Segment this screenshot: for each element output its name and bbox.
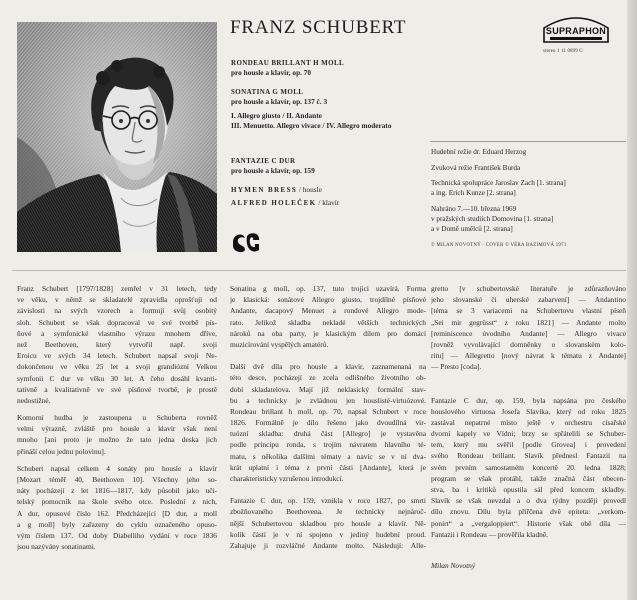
text-line: je klasická: sonátové Allegro giusto, trojdílné písňové: [230, 295, 426, 305]
text-line: Komorní hudba je zastoupena u Schuberta rovněž: [17, 413, 217, 423]
credit-line: a ing. Erich Kunze [2. strana]: [431, 189, 516, 197]
text-line: [Mozart téměř 40, Beethoven 10]. Všechny jeho so-: [17, 475, 217, 484]
text-line: Eroicu ve svých 34 letech. Schubert napsal svoji Ne-: [17, 351, 217, 361]
text-line: Slavík se však nevzdal a o dva týdny později provedl: [431, 496, 626, 506]
program-item-sonatina: [231, 87, 426, 131]
text-line: náty pocházejí z let 1816—1817, kdy působil jako uči-: [17, 486, 217, 496]
program-subtitle: pro housle a klavír, op. 159: [231, 166, 315, 175]
label-emblem: [231, 230, 261, 254]
text-line: dvorní kapely ve Vídni; brzy se spřátelili se Schuber-: [431, 429, 626, 439]
program-subtitle: pro housle a klavír, op. 70: [231, 68, 312, 77]
text-line: jsou nazývány sonatinami.: [17, 542, 96, 552]
text-line: Schubert napsal celkem 4 sonáty pro housle a klavír: [17, 463, 217, 473]
notes-column-2: [230, 283, 426, 551]
composer-portrait: [17, 22, 217, 252]
text-line: vým číslem 137. Od doby Diabelliho vydání v roce 1836: [17, 530, 217, 540]
program-title: RONDEAU BRILLANT H MOLL: [231, 59, 345, 67]
performer-instrument: housle: [302, 185, 322, 194]
section-divider: [12, 270, 626, 271]
text-line: a g moll] byly zařazeny do cyklu označeného opuso-: [17, 519, 217, 529]
text-line: A dur, opusové číslo 162. Předcházející [D dur, a moll: [17, 508, 217, 518]
label-name: SUPRAPHON: [545, 26, 607, 36]
notes-column-3: [431, 283, 626, 540]
text-line: ve věku, v němž se skladatelé zpravidla oprošťují od: [17, 295, 217, 305]
performer-violin: [231, 184, 322, 195]
notes-author: Milan Novotný: [431, 561, 476, 570]
text-line: sloh. Schubert se však dopracoval ve své tvorbě pís-: [17, 317, 217, 327]
paragraph: [230, 361, 426, 484]
text-line: tem, který mu svěřil [podle Grovea] i provedení: [431, 440, 626, 450]
program-item-rondeau: [231, 58, 426, 78]
text-line: rato. Jelikož skladba nekladé větších technických: [230, 317, 426, 327]
text-line: Andante, dacapový Menuet a rondové Allegro mode-: [230, 306, 426, 316]
text-line: dokončenou ve věku 25 let a svoji grandiózní Velkou: [17, 362, 217, 372]
credit-line: Nahráno 7.—10. března 1969: [431, 205, 517, 213]
text-line: dílo znovu. Dílu byla přiřčena dvě epiteta: „verkom-: [431, 507, 626, 517]
performer-piano: [231, 197, 339, 208]
text-line: tuózní skladba: druhá část [Allegro] je vystavěna: [230, 429, 426, 439]
text-line: nároků na oba party, je klasickým dílem pro domácí: [230, 328, 426, 338]
credit-line: Technická spolupráce Jaroslav Zach [1. strana]: [431, 179, 566, 187]
program-item-fantazie: [231, 156, 426, 176]
text-line: „Sei mir gegrüsst“ z roku 1821] — Andante molto: [431, 317, 626, 327]
text-line: nější Schubertovou skladbou pro housle a klavír. Ně-: [230, 518, 426, 528]
text-line: stva, ba i kritiků opustila sál před koncem skladby.: [431, 485, 626, 494]
text-line: této desce, pocházejí ze zcela odlišného životního ob-: [230, 373, 426, 383]
text-line: ponirt“ a „vergaloppiert“. Historie však obě díla —: [431, 518, 626, 528]
catalog-number: stereo 1 11 0899 G: [543, 49, 583, 54]
text-line: Fantazie C dur, op. 159, byla napsána pro českého: [431, 395, 626, 405]
text-line: kolik částí je v ní spojeno v jediný hudební proud.: [230, 529, 426, 539]
text-line: gretto [v schubertovské literatuře je zdůrazňováno: [431, 284, 626, 293]
text-line: [reminiscence úvodního Andante] — Allegro vivace: [431, 328, 626, 338]
text-line: velmi výrazně, zvláště pro housle a klavír však není: [17, 424, 217, 434]
text-line: přináší celou jednu polovinu].: [17, 446, 106, 456]
performer-name: ALFRED HOLEČEK: [231, 199, 317, 207]
credit-line: Zvuková režie František Burda: [431, 164, 521, 172]
text-line: ňové a symfonické vlastního výrazu mnohem dříve,: [17, 328, 217, 338]
text-line: matu, s několika dalšími tématy a navíc se v ní dva-: [230, 451, 426, 461]
credit-line: v pražských studiích Domovina [1. strana]: [431, 215, 554, 223]
composer-title: FRANZ SCHUBERT: [230, 17, 407, 38]
text-line: Fantazie C dur, op. 159, vznikla v roce 1827, po smrti: [230, 496, 426, 506]
performer-separator: /: [318, 198, 321, 207]
text-line: mnoho [ani proto je možno že tato jedna deska jich: [17, 435, 217, 445]
paragraph: [230, 495, 426, 551]
paragraph: [431, 395, 626, 540]
text-line: dobí skladatelova. Mají již neklasický formální stav-: [230, 384, 426, 394]
notes-column-1: [17, 283, 217, 552]
paragraph: [17, 412, 217, 457]
text-line: telský pomocník na škole svého otce. Poslední z nich,: [17, 497, 217, 507]
text-line: tativně a kvalitativně ve své písňové tvorbě, je prostě: [17, 384, 217, 394]
text-line: 1826. Formálně je dílo řešeno jako dvoudílná vir-: [230, 418, 426, 428]
performer-name: HYMEN BRESS: [231, 186, 298, 194]
text-line: nedostižné.: [17, 395, 51, 405]
text-line: Franz Schubert [1797/1828] zemřel v 31 letech, tedy: [17, 284, 217, 293]
text-line: zastával nepatrné místo ještě v orchestru císařské: [431, 417, 626, 427]
text-line: Fantazii i Rondeau — prověřila kladně.: [431, 529, 548, 539]
text-line: jeho slovanské či uherské zabarvení] — Andantino: [431, 295, 626, 305]
paragraph: [17, 283, 217, 406]
program-title: SONATINA G MOLL: [231, 88, 304, 96]
text-line: symfonii C dur ve věku 30 let. A čeho dosáhl kvanti-: [17, 373, 217, 383]
program-subtitle: pro housle a klavír, op. 137 č. 3: [231, 97, 328, 106]
performer-instrument: klavír: [322, 198, 340, 207]
text-line: podle principu ronda, s trojím návratem hlavního té-: [230, 440, 426, 450]
program-movements: III. Menuetto. Allegro vivace / IV. Allegro moderato: [231, 121, 392, 130]
sleeve-edge: [627, 0, 637, 600]
text-line: zbožňovaného Beethovena. Je technicky nejnároč-: [230, 507, 426, 517]
text-line: než Beethoven, který vytvořil např. svoji: [17, 339, 217, 349]
credits-divider: [430, 141, 626, 142]
text-line: Sonatina g moll, op. 137, tuto trojici uzavírá. Forma: [230, 284, 426, 293]
text-line: bu a technicky je zvládnou jen houslisté-virtuózové.: [230, 395, 426, 405]
text-line: [téma se 3 variacemi na Schubertovu vlastní píseň: [431, 306, 626, 316]
text-line: program se však protáhl, takže značná část obecen-: [431, 473, 626, 483]
paragraph: [230, 283, 426, 350]
text-line: krát uplatní i téma z první části [Andante], která je: [230, 462, 426, 472]
text-line: — Presto [coda].: [431, 362, 482, 372]
text-line: svém prvním samostatném koncertě 20. ledna 1828;: [431, 462, 626, 472]
supraphon-logo: [540, 12, 612, 48]
text-line: Zahajuje ji rozvláčné Andante molto. Následují: Alle-: [230, 540, 426, 550]
program-movements: I. Allegro giusto / II. Andante: [231, 111, 322, 120]
program-title: FANTAZIE C DUR: [231, 157, 296, 165]
paragraph: [431, 283, 626, 373]
text-line: závislosti na svých vzorech a formují svůj osobitý: [17, 306, 217, 316]
text-line: Další dvě díla pro housle a klavír, zaznamenaná na: [230, 362, 426, 372]
credit-line: Hudební režie dr. Eduard Herzog: [431, 148, 527, 156]
paragraph: [17, 463, 217, 553]
text-line: muzicírování vyspělých amatérů.: [230, 339, 329, 349]
credit-line: a v Domě umělců [2. strana]: [431, 225, 513, 233]
performer-separator: /: [299, 185, 302, 194]
text-line: svého Rondeau brillant. Slavík přednesl Fantazii na: [431, 451, 626, 461]
text-line: [rovněž vyvolávající domněnky o slovanském kolo-: [431, 339, 626, 349]
text-line: charakteristicky vzrušenou introdukcí.: [230, 474, 344, 483]
text-line: houslového virtuosa Josefa Slavíka, který od roku 1825: [431, 406, 626, 416]
text-line: ritu] — Allegretto [nový návrat k tématu z Andante]: [431, 351, 626, 361]
copyright-line: © MILAN NOVOTNÝ · COVER © VĚRA BAZIMOVÁ 1971: [431, 243, 567, 248]
text-line: Rondeau brillant h moll, op. 70, napsal Schubert v roce: [230, 406, 426, 416]
